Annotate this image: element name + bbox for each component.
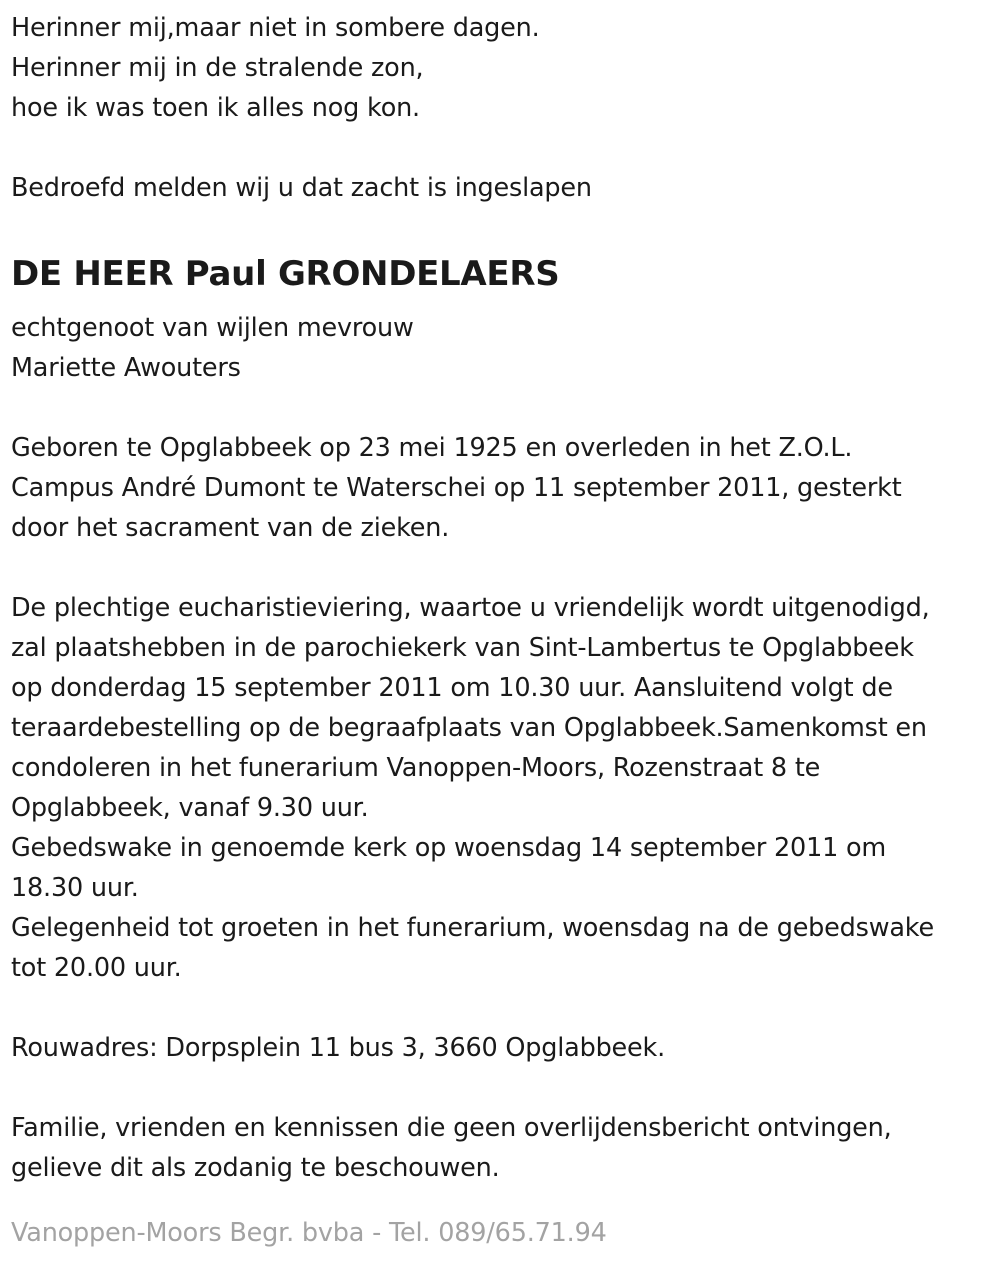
- funeral-home-footer: Vanoppen-Moors Begr. bvba - Tel. 089/65.71.94: [11, 1218, 607, 1248]
- spacer: [11, 548, 996, 588]
- paragraph-line: Familie, vrienden en kennissen die geen overlijdensbericht ontvingen,: [11, 1113, 892, 1143]
- birth-death-paragraph: [11, 428, 996, 548]
- paragraph-line: condoleren in het funerarium Vanoppen-Moors, Rozenstraat 8 te: [11, 753, 821, 783]
- deceased-name: DE HEER Paul GRONDELAERS: [11, 254, 560, 294]
- spacer: [11, 1068, 996, 1108]
- poem-line: Herinner mij in de stralende zon,: [11, 53, 424, 83]
- announcement: Bedroefd melden wij u dat zacht is ingeslapen: [11, 173, 592, 203]
- paragraph-line: Opglabbeek, vanaf 9.30 uur.: [11, 793, 369, 823]
- paragraph-line: Geboren te Opglabbeek op 23 mei 1925 en overleden in het Z.O.L.: [11, 433, 853, 463]
- spouse-line: echtgenoot van wijlen mevrouw: [11, 313, 414, 343]
- paragraph-line: Campus André Dumont te Waterschei op 11 september 2011, gesterkt: [11, 473, 902, 503]
- mourning-address: Rouwadres: Dorpsplein 11 bus 3, 3660 Opglabbeek.: [11, 1033, 666, 1063]
- ceremony-paragraph: [11, 588, 996, 988]
- poem: [11, 8, 996, 128]
- paragraph-line: 18.30 uur.: [11, 873, 139, 903]
- poem-line: Herinner mij,maar niet in sombere dagen.: [11, 13, 540, 43]
- paragraph-line: teraardebestelling op de begraafplaats van Opglabbeek.Samenkomst en: [11, 713, 927, 743]
- paragraph-line: op donderdag 15 september 2011 om 10.30 uur. Aansluitend volgt de: [11, 673, 893, 703]
- spacer: [11, 988, 996, 1028]
- paragraph-line: zal plaatshebben in de parochiekerk van Sint-Lambertus te Opglabbeek: [11, 633, 914, 663]
- paragraph-line: De plechtige eucharistieviering, waartoe u vriendelijk wordt uitgenodigd,: [11, 593, 930, 623]
- paragraph-line: gelieve dit als zodanig te beschouwen.: [11, 1153, 500, 1183]
- paragraph-line: door het sacrament van de zieken.: [11, 513, 450, 543]
- spacer: [11, 388, 996, 428]
- spacer: [11, 128, 996, 168]
- paragraph-line: tot 20.00 uur.: [11, 953, 182, 983]
- spouse-line: Mariette Awouters: [11, 353, 241, 383]
- spacer: [11, 208, 996, 248]
- paragraph-line: Gebedswake in genoemde kerk op woensdag 14 september 2011 om: [11, 833, 887, 863]
- obituary-document: [11, 8, 996, 1188]
- paragraph-line: Gelegenheid tot groeten in het funerarium, woensdag na de gebedswake: [11, 913, 934, 943]
- poem-line: hoe ik was toen ik alles nog kon.: [11, 93, 420, 123]
- closing-paragraph: [11, 1108, 996, 1188]
